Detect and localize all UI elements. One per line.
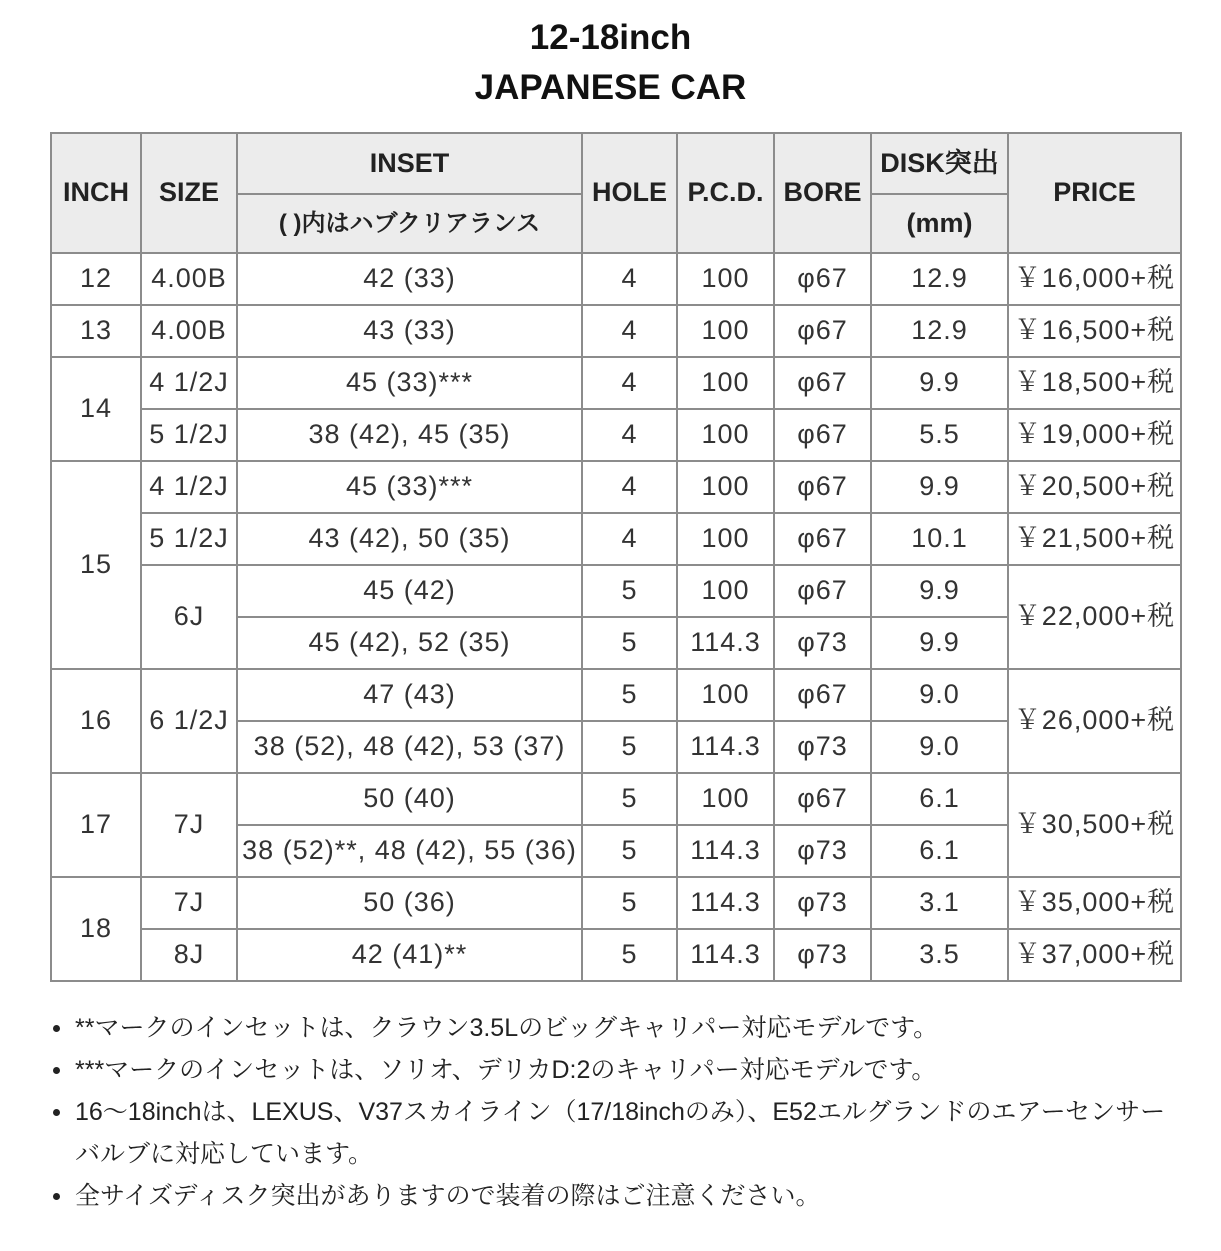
bore-cell: φ67 <box>774 565 871 617</box>
inset-cell: 42 (41)** <box>237 929 582 981</box>
inch-cell: 12 <box>51 253 141 305</box>
disk-cell: 6.1 <box>871 773 1008 825</box>
inset-cell: 43 (42), 50 (35) <box>237 513 582 565</box>
inset-cell: 45 (33)*** <box>237 461 582 513</box>
table-body <box>51 253 1181 981</box>
hole-cell: 5 <box>582 721 677 773</box>
hole-cell: 4 <box>582 409 677 461</box>
inset-cell: 50 (36) <box>237 877 582 929</box>
table-row <box>51 513 1181 565</box>
hole-cell: 5 <box>582 669 677 721</box>
header-disk-unit: (mm) <box>871 194 1008 253</box>
hole-cell: 5 <box>582 877 677 929</box>
inch-cell: 13 <box>51 305 141 357</box>
price-cell: ￥30,500+税 <box>1008 773 1181 877</box>
header-hole: HOLE <box>582 133 677 253</box>
bore-cell: φ67 <box>774 357 871 409</box>
pcd-cell: 100 <box>677 513 774 565</box>
bore-cell: φ67 <box>774 773 871 825</box>
table-row <box>51 773 1181 825</box>
inch-cell: 15 <box>51 461 141 669</box>
size-cell: 4.00B <box>141 305 237 357</box>
note-item <box>50 1091 1175 1175</box>
header-inch: INCH <box>51 133 141 253</box>
header-row <box>51 133 1181 194</box>
inset-cell: 43 (33) <box>237 305 582 357</box>
inch-cell: 18 <box>51 877 141 981</box>
pcd-cell: 114.3 <box>677 877 774 929</box>
hole-cell: 4 <box>582 461 677 513</box>
bore-cell: φ73 <box>774 825 871 877</box>
price-cell: ￥19,000+税 <box>1008 409 1181 461</box>
note-text: 全サイズディスク突出がありますので装着の際はご注意ください。 <box>75 1182 821 1210</box>
bullet-icon <box>53 1067 60 1074</box>
hole-cell: 4 <box>582 253 677 305</box>
hole-cell: 5 <box>582 929 677 981</box>
size-cell: 5 1/2J <box>141 513 237 565</box>
pcd-cell: 100 <box>677 565 774 617</box>
table-row <box>51 253 1181 305</box>
price-cell: ￥26,000+税 <box>1008 669 1181 773</box>
inset-cell: 45 (42) <box>237 565 582 617</box>
bore-cell: φ73 <box>774 929 871 981</box>
inset-cell: 45 (33)*** <box>237 357 582 409</box>
pcd-cell: 114.3 <box>677 825 774 877</box>
bore-cell: φ67 <box>774 409 871 461</box>
table-row <box>51 305 1181 357</box>
bore-cell: φ67 <box>774 305 871 357</box>
size-cell: 6 1/2J <box>141 669 237 773</box>
pcd-cell: 114.3 <box>677 929 774 981</box>
hole-cell: 4 <box>582 305 677 357</box>
inset-cell: 38 (52)**, 48 (42), 55 (36) <box>237 825 582 877</box>
disk-cell: 3.1 <box>871 877 1008 929</box>
bullet-icon <box>53 1109 60 1116</box>
header-price: PRICE <box>1008 133 1181 253</box>
price-cell: ￥37,000+税 <box>1008 929 1181 981</box>
disk-cell: 5.5 <box>871 409 1008 461</box>
size-cell: 6J <box>141 565 237 669</box>
note-item <box>50 1175 1175 1217</box>
title-block <box>0 13 1221 113</box>
spec-table <box>50 132 1182 982</box>
disk-cell: 12.9 <box>871 253 1008 305</box>
size-cell: 5 1/2J <box>141 409 237 461</box>
pcd-cell: 100 <box>677 669 774 721</box>
size-cell: 4 1/2J <box>141 461 237 513</box>
bore-cell: φ73 <box>774 877 871 929</box>
note-text: ***マークのインセットは、ソリオ、デリカD:2のキャリパー対応モデルです。 <box>75 1056 937 1084</box>
hole-cell: 5 <box>582 773 677 825</box>
table-header <box>51 133 1181 253</box>
table-row <box>51 669 1181 721</box>
bore-cell: φ67 <box>774 461 871 513</box>
price-cell: ￥21,500+税 <box>1008 513 1181 565</box>
bullet-icon <box>53 1025 60 1032</box>
note-item <box>50 1007 1175 1049</box>
bore-cell: φ73 <box>774 721 871 773</box>
disk-cell: 9.9 <box>871 357 1008 409</box>
inch-cell: 16 <box>51 669 141 773</box>
hole-cell: 5 <box>582 565 677 617</box>
hole-cell: 4 <box>582 357 677 409</box>
hole-cell: 4 <box>582 513 677 565</box>
price-cell: ￥20,500+税 <box>1008 461 1181 513</box>
inch-cell: 14 <box>51 357 141 461</box>
size-cell: 4 1/2J <box>141 357 237 409</box>
pcd-cell: 114.3 <box>677 721 774 773</box>
size-cell: 7J <box>141 877 237 929</box>
header-disk: DISK突出 <box>871 133 1008 194</box>
inch-cell: 17 <box>51 773 141 877</box>
inset-cell: 38 (52), 48 (42), 53 (37) <box>237 721 582 773</box>
note-text: **マークのインセットは、クラウン3.5Lのビッグキャリパー対応モデルです。 <box>75 1014 939 1042</box>
pcd-cell: 100 <box>677 253 774 305</box>
pcd-cell: 100 <box>677 409 774 461</box>
price-cell: ￥18,500+税 <box>1008 357 1181 409</box>
bore-cell: φ73 <box>774 617 871 669</box>
disk-cell: 9.9 <box>871 461 1008 513</box>
disk-cell: 9.9 <box>871 565 1008 617</box>
price-cell: ￥22,000+税 <box>1008 565 1181 669</box>
inset-cell: 50 (40) <box>237 773 582 825</box>
header-size: SIZE <box>141 133 237 253</box>
table-row <box>51 877 1181 929</box>
disk-cell: 12.9 <box>871 305 1008 357</box>
bore-cell: φ67 <box>774 513 871 565</box>
note-item <box>50 1049 1175 1091</box>
page-subtitle: JAPANESE CAR <box>474 68 747 107</box>
disk-cell: 6.1 <box>871 825 1008 877</box>
inset-cell: 45 (42), 52 (35) <box>237 617 582 669</box>
pcd-cell: 100 <box>677 773 774 825</box>
price-cell: ￥35,000+税 <box>1008 877 1181 929</box>
pcd-cell: 100 <box>677 357 774 409</box>
notes-list <box>50 1007 1175 1217</box>
pcd-cell: 100 <box>677 305 774 357</box>
header-inset-note: ( )内はハブクリアランス <box>237 194 582 253</box>
table-row <box>51 461 1181 513</box>
note-text: 16〜18inchは、LEXUS、V37スカイライン（17/18inchのみ）、E52エルグランドのエアーセンサーバルブに対応しています。 <box>75 1098 1166 1168</box>
inset-cell: 38 (42), 45 (35) <box>237 409 582 461</box>
disk-cell: 9.0 <box>871 721 1008 773</box>
price-cell: ￥16,500+税 <box>1008 305 1181 357</box>
header-bore: BORE <box>774 133 871 253</box>
disk-cell: 10.1 <box>871 513 1008 565</box>
disk-cell: 9.9 <box>871 617 1008 669</box>
hole-cell: 5 <box>582 617 677 669</box>
disk-cell: 3.5 <box>871 929 1008 981</box>
hole-cell: 5 <box>582 825 677 877</box>
bullet-icon <box>53 1193 60 1200</box>
size-cell: 8J <box>141 929 237 981</box>
size-cell: 4.00B <box>141 253 237 305</box>
table-row <box>51 357 1181 409</box>
table-row <box>51 409 1181 461</box>
header-pcd: P.C.D. <box>677 133 774 253</box>
inset-cell: 42 (33) <box>237 253 582 305</box>
bore-cell: φ67 <box>774 669 871 721</box>
table-row <box>51 929 1181 981</box>
inset-cell: 47 (43) <box>237 669 582 721</box>
size-cell: 7J <box>141 773 237 877</box>
header-inset: INSET <box>237 133 582 194</box>
disk-cell: 9.0 <box>871 669 1008 721</box>
price-cell: ￥16,000+税 <box>1008 253 1181 305</box>
table-row <box>51 565 1181 617</box>
bore-cell: φ67 <box>774 253 871 305</box>
pcd-cell: 114.3 <box>677 617 774 669</box>
pcd-cell: 100 <box>677 461 774 513</box>
page-title: 12-18inch <box>529 18 692 57</box>
